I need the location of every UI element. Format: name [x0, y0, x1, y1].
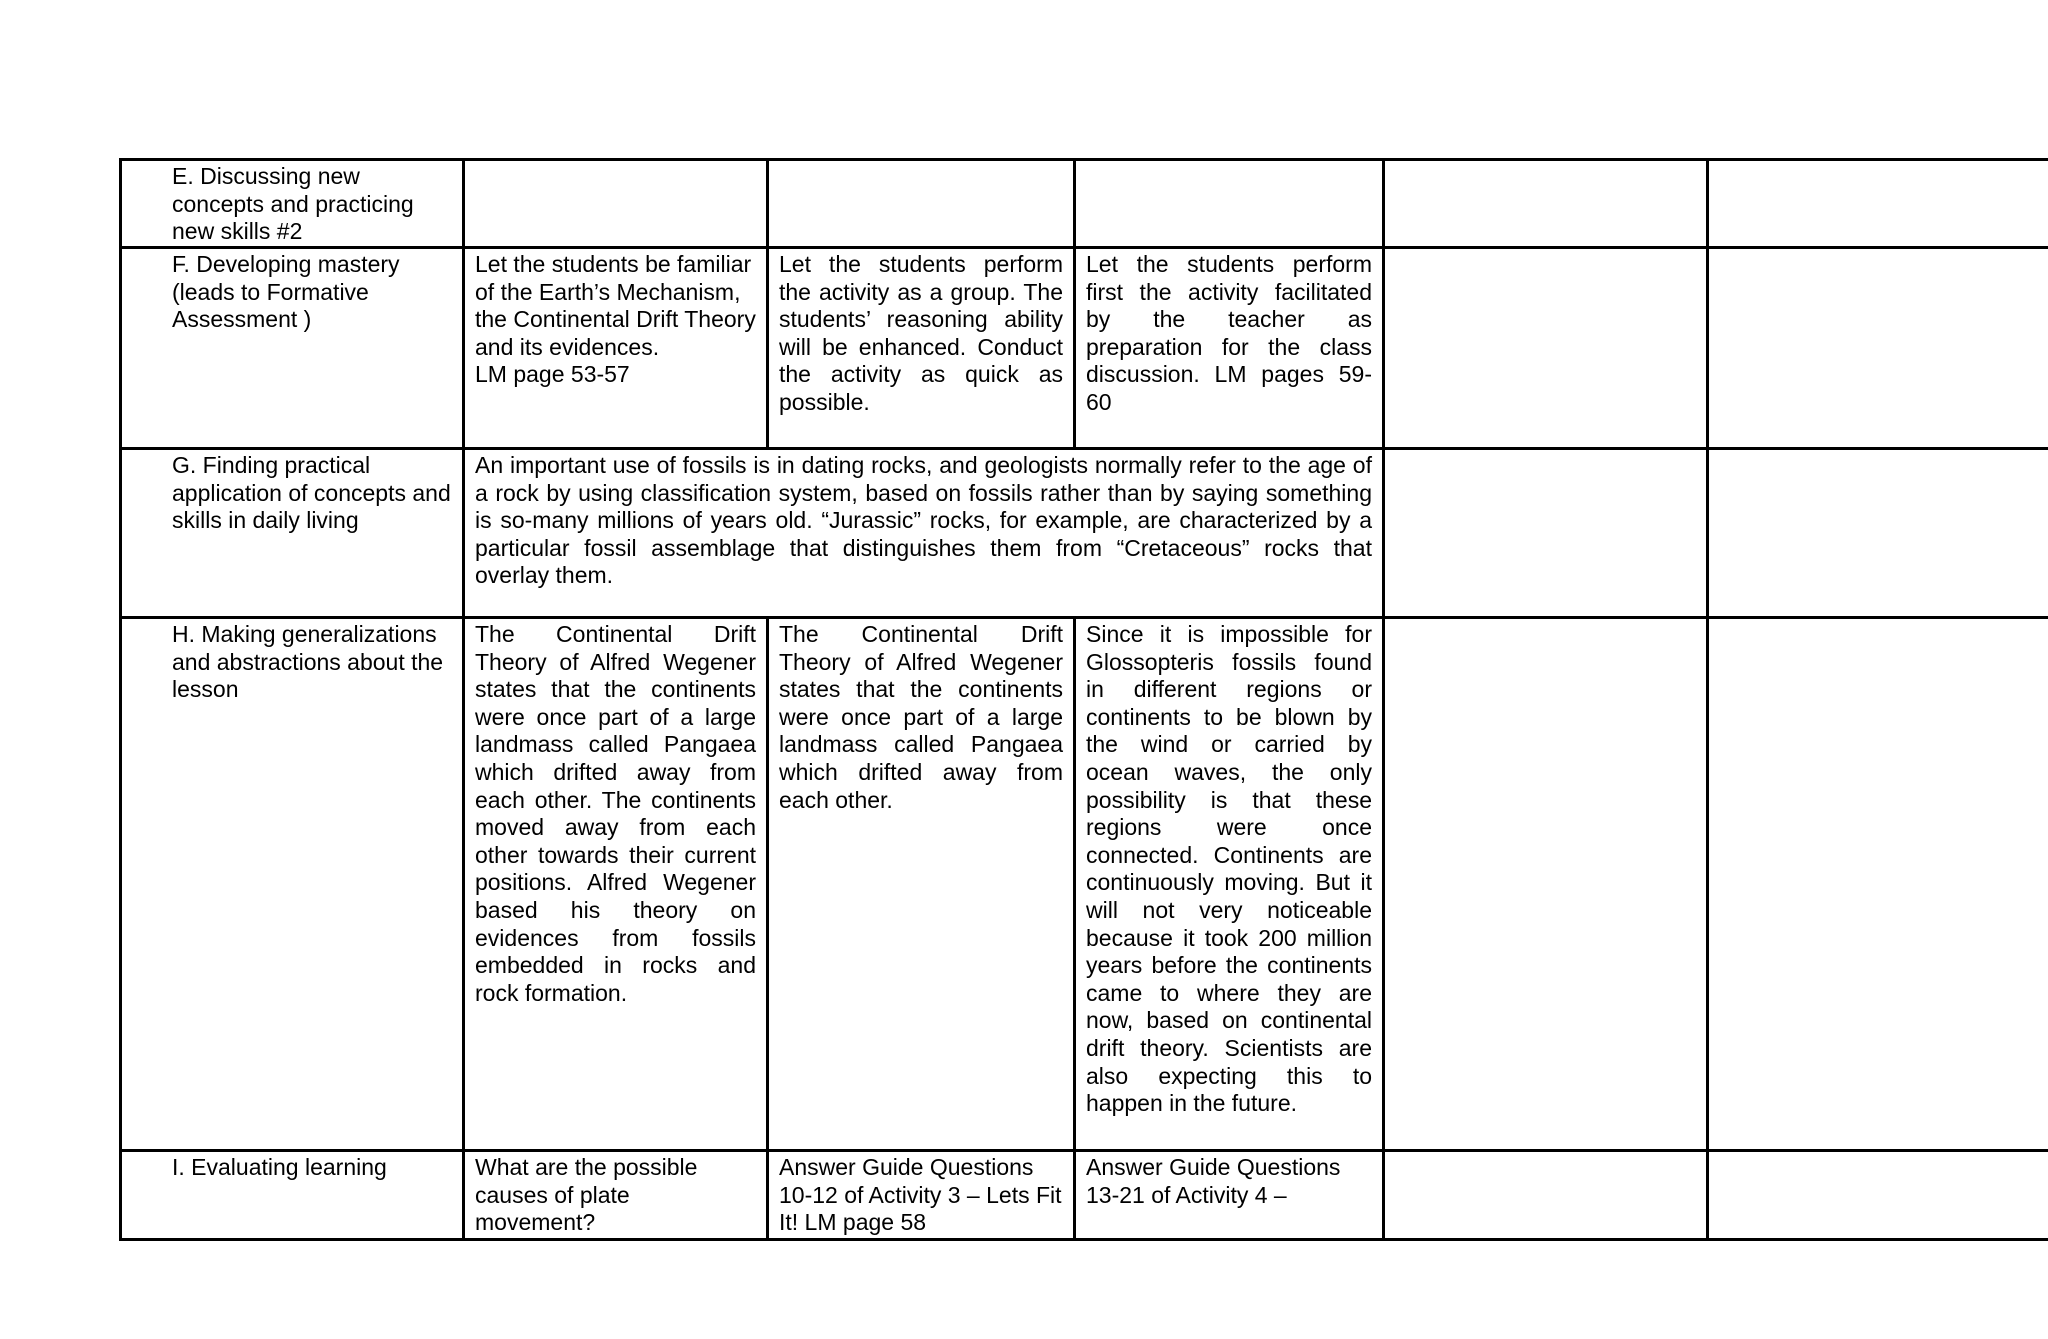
row-label-h [121, 618, 464, 1151]
cell-f-day2 [768, 248, 1075, 449]
cell-i-day5 [1708, 1151, 2048, 1240]
cell-f-day4 [1384, 248, 1708, 449]
cell-i-day3 [1075, 1151, 1384, 1240]
row-label-i [121, 1151, 464, 1240]
cell-f-day3 [1075, 248, 1384, 449]
cell-text: The Continental Drift Theory of Alfred Wegener states that the continents were once part of a large landmass called Pangaea which drifted away from each other. [779, 621, 1063, 813]
cell-text: What are the possible causes of plate movement? [475, 1154, 698, 1236]
cell-text: Since it is impossible for Glossopteris fossils found in different regions or continents to be blown by the wind or carried by ocean waves, the only possibility is that these regions were once connected. Continents are continuously moving. But it will not very noticeable because it took 200 million years before the continents came to where they are now, based on continental drift theory. Scientists are also expecting this to happen in the future. [1086, 621, 1372, 1117]
table-row-h [121, 618, 2048, 1151]
daily-lesson-log-table [119, 158, 2048, 1241]
cell-text: Answer Guide Questions 10-12 of Activity 3 – Lets Fit It! LM page 58 [779, 1154, 1062, 1236]
cell-i-day4 [1384, 1151, 1708, 1240]
row-label-text: H. Making generalizations and abstractions about the lesson [172, 621, 444, 703]
cell-text: An important use of fossils is in dating rocks, and geologists normally refer to the age of a rock by using classification system, based on fossils rather than by saying something is so-many millions of years old. “Jurassic” rocks, for example, are characterized by a particular fossil assemblage that distinguishes them from “Cretaceous” rocks that overlay them. [475, 452, 1372, 589]
cell-e-day1 [464, 160, 768, 248]
cell-h-day1 [464, 618, 768, 1151]
cell-h-day4 [1384, 618, 1708, 1151]
row-label-g [121, 449, 464, 618]
cell-text: Let the students perform the activity as a group. The students’ reasoning ability will be enhanced. Conduct the activity as quick as possible. [779, 251, 1063, 415]
row-label-text: F. Developing mastery (leads to Formative Assessment ) [172, 251, 400, 333]
row-label-text: E. Discussing new concepts and practicing new skills #2 [172, 163, 414, 245]
cell-g-day5 [1708, 449, 2048, 618]
row-label-f [121, 248, 464, 449]
cell-text: Answer Guide Questions 13-21 of Activity 4 – [1086, 1154, 1341, 1208]
cell-text: The Continental Drift Theory of Alfred Wegener states that the continents were once part of a large landmass called Pangaea which drifted away from each other. The continents moved away from each other towards their current positions. Alfred Wegener based his theory on evidences from fossils embedded in rocks and rock formation. [475, 621, 756, 1006]
cell-h-day3 [1075, 618, 1384, 1151]
row-label-e [121, 160, 464, 248]
cell-h-day2 [768, 618, 1075, 1151]
cell-h-day5 [1708, 618, 2048, 1151]
cell-f-day5 [1708, 248, 2048, 449]
cell-g-day4 [1384, 449, 1708, 618]
cell-text: Let the students be familiar of the Earth’s Mechanism, the Continental Drift Theory and its evidences. [475, 251, 756, 360]
cell-e-day3 [1075, 160, 1384, 248]
table-row-e [121, 160, 2048, 248]
cell-f-day1 [464, 248, 768, 449]
cell-i-day1 [464, 1151, 768, 1240]
cell-g-merged [464, 449, 1384, 618]
table-row-i [121, 1151, 2048, 1240]
cell-e-day2 [768, 160, 1075, 248]
lm-page-reference: LM page 53-57 [475, 361, 630, 388]
row-label-text: G. Finding practical application of concepts and skills in daily living [172, 452, 451, 534]
row-label-text: I. Evaluating learning [172, 1154, 387, 1180]
table-row-g [121, 449, 2048, 618]
table-row-f [121, 248, 2048, 449]
cell-e-day5 [1708, 160, 2048, 248]
cell-e-day4 [1384, 160, 1708, 248]
cell-i-day2 [768, 1151, 1075, 1240]
cell-text: Let the students perform first the activity facilitated by the teacher as preparation for the class discussion. LM pages 59-60 [1086, 251, 1372, 415]
